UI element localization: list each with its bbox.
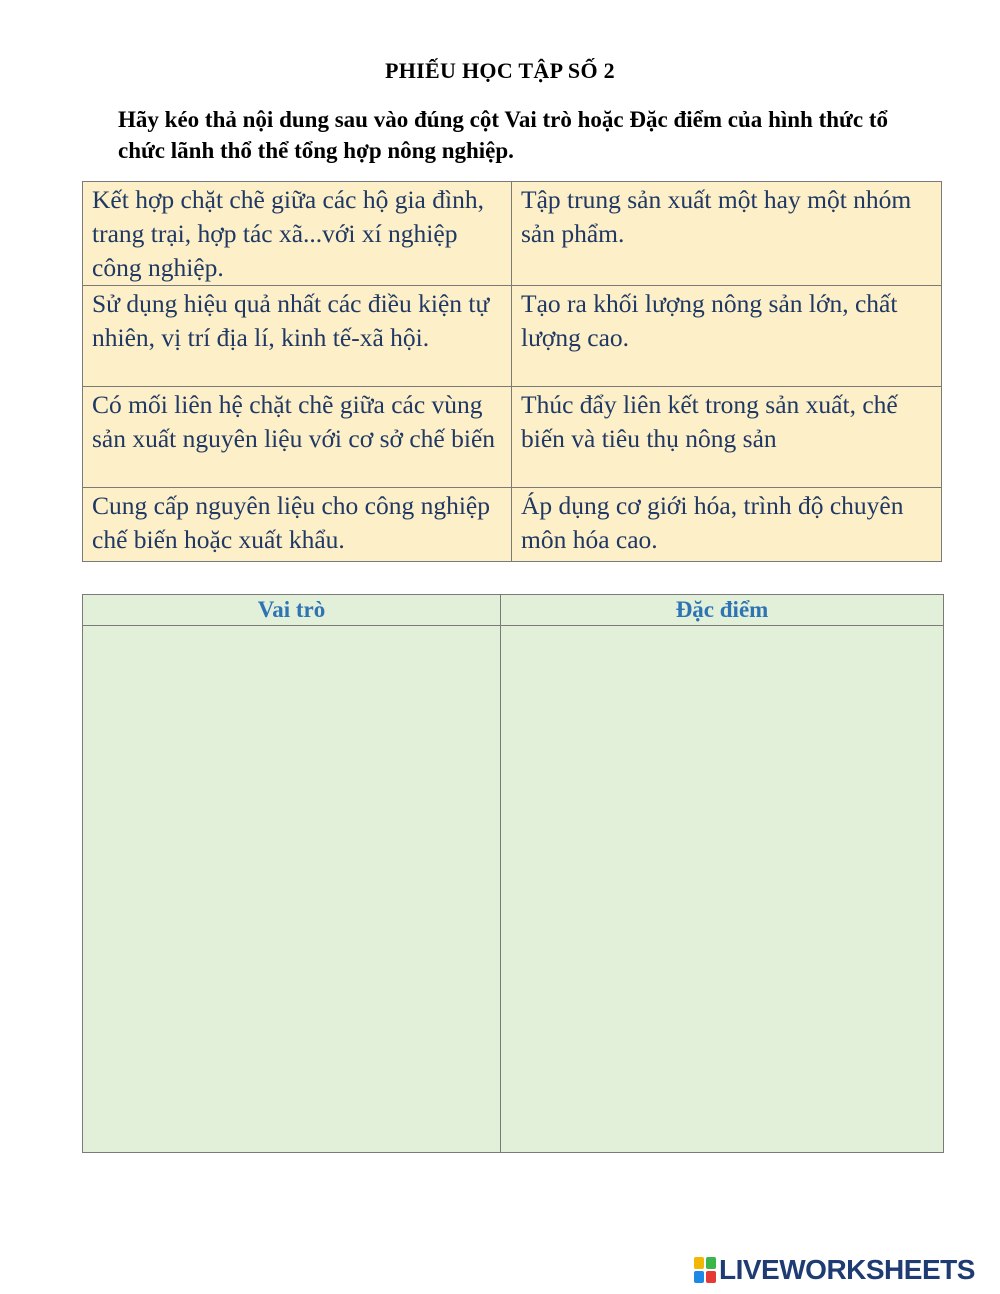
drag-item[interactable]: Tạo ra khối lượng nông sản lớn, chất lượng cao. [512, 286, 942, 387]
worksheet-title: PHIẾU HỌC TẬP SỐ 2 [385, 58, 615, 83]
liveworksheets-brand [694, 1255, 975, 1285]
logo-square [694, 1271, 704, 1283]
items-row [83, 488, 942, 562]
liveworksheets-logo-icon [694, 1257, 716, 1283]
brand-text: LIVEWORKSHEETS [719, 1254, 975, 1285]
logo-square [706, 1257, 716, 1269]
column-header-vai-tro: Vai trò [83, 595, 501, 626]
drag-item[interactable]: Thúc đẩy liên kết trong sản xuất, chế biến và tiêu thụ nông sản [512, 387, 942, 488]
draggable-items-table [82, 181, 942, 562]
drag-item[interactable]: Có mối liên hệ chặt chẽ giữa các vùng sản xuất nguyên liệu với cơ sở chế biến [83, 387, 512, 488]
drag-item[interactable]: Sử dụng hiệu quả nhất các điều kiện tự nhiên, vị trí địa lí, kinh tế-xã hội. [83, 286, 512, 387]
logo-square [706, 1271, 716, 1283]
drop-zone-dac-diem[interactable] [501, 626, 944, 1153]
instruction-text: Hãy kéo thả nội dung sau vào đúng cột Vai trò hoặc Đặc điểm của hình thức tổ chức lãnh thổ thể tổng hợp nông nghiệp. [118, 107, 888, 163]
items-row [83, 286, 942, 387]
drag-item[interactable]: Tập trung sản xuất một hay một nhóm sản phẩm. [512, 182, 942, 286]
drag-item[interactable]: Kết hợp chặt chẽ giữa các hộ gia đình, trang trại, hợp tác xã...với xí nghiệp công nghiệp. [83, 182, 512, 286]
drag-item[interactable]: Cung cấp nguyên liệu cho công nghiệp chế biến hoặc xuất khẩu. [83, 488, 512, 562]
drop-zone-vai-tro[interactable] [83, 626, 501, 1153]
drag-item[interactable]: Áp dụng cơ giới hóa, trình độ chuyên môn hóa cao. [512, 488, 942, 562]
column-header-dac-diem: Đặc điểm [501, 595, 944, 626]
items-row [83, 182, 942, 286]
logo-square [694, 1257, 704, 1269]
sorting-table [82, 594, 944, 1153]
items-row [83, 387, 942, 488]
